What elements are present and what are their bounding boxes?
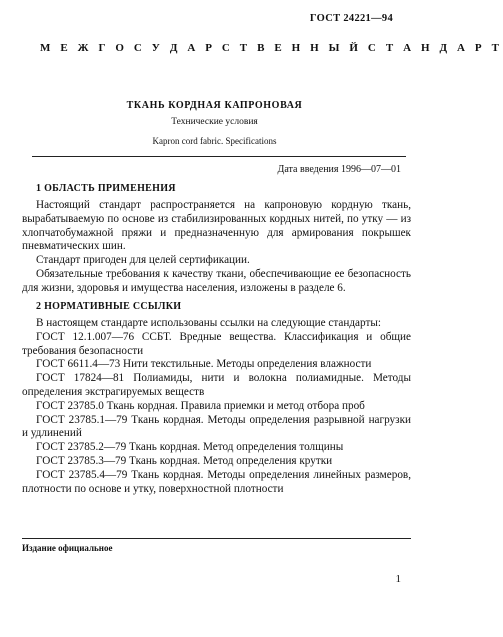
paragraph: Стандарт пригоден для целей сертификации. <box>36 254 250 267</box>
reference-item: ГОСТ 23785.3—79 Ткань кордная. Метод определения крутки <box>36 454 333 467</box>
footer-divider <box>22 538 411 539</box>
reference-item: ГОСТ 17824—81 Полиамиды, нити и волокна полиамидные. Методы определения экстрагируемых веществ <box>22 372 411 398</box>
standard-banner: М Е Ж Г О С У Д А Р С Т В Е Н Н Ы Й С Т А Н Д А Р Т <box>40 42 503 54</box>
section-heading-references: 2 НОРМАТИВНЫЕ ССЫЛКИ <box>36 301 182 312</box>
introduction-date: Дата введения 1996—07—01 <box>277 164 401 175</box>
english-title: Kapron cord fabric. Specifications <box>152 136 277 146</box>
reference-item: ГОСТ 23785.0 Ткань кордная. Правила приемки и метод отбора проб <box>36 399 365 412</box>
reference-item: ГОСТ 23785.4—79 Ткань кордная. Методы определения линейных размеров, плотности по основе и утку, поверхностной плотности <box>22 468 411 495</box>
reference-item: ГОСТ 12.1.007—76 ССБТ. Вредные вещества. Классификация и общие требования безопасности <box>22 330 411 357</box>
gost-code: ГОСТ 24221—94 <box>309 13 393 24</box>
document-subtitle: Технические условия <box>171 117 258 127</box>
page-number: 1 <box>395 573 401 585</box>
section-scope-body <box>22 199 411 296</box>
section-heading-scope: 1 ОБЛАСТЬ ПРИМЕНЕНИЯ <box>36 183 176 194</box>
official-edition-label: Издание официальное <box>22 543 113 553</box>
reference-item: ГОСТ 23785.1—79 Ткань кордная. Методы определения разрывной нагрузки и удлинений <box>22 413 411 440</box>
reference-item: ГОСТ 23785.2—79 Ткань кордная. Метод определения толщины <box>36 441 344 454</box>
document-title: ТКАНЬ КОРДНАЯ КАПРОНОВАЯ <box>126 100 303 111</box>
reference-item: ГОСТ 6611.4—73 Нити текстильные. Методы определения влажности <box>36 358 372 371</box>
paragraph: В настоящем стандарте использованы ссылки на следующие стандарты: <box>36 317 381 329</box>
title-divider <box>32 156 406 157</box>
paragraph: Настоящий стандарт распространяется на капроновую кордную ткань, вырабатываемую по основе из стабилизированных кордных нитей, по утку — из хлопчатобумажной пряжи и предназначенную для армирования покрышек пневматических шин. <box>22 199 411 253</box>
paragraph: Обязательные требования к качеству ткани, обеспечивающие ее безопасность для жизни, здоровья и имущества населения, изложены в разделе 6. <box>22 267 411 294</box>
section-references-body <box>22 317 411 496</box>
